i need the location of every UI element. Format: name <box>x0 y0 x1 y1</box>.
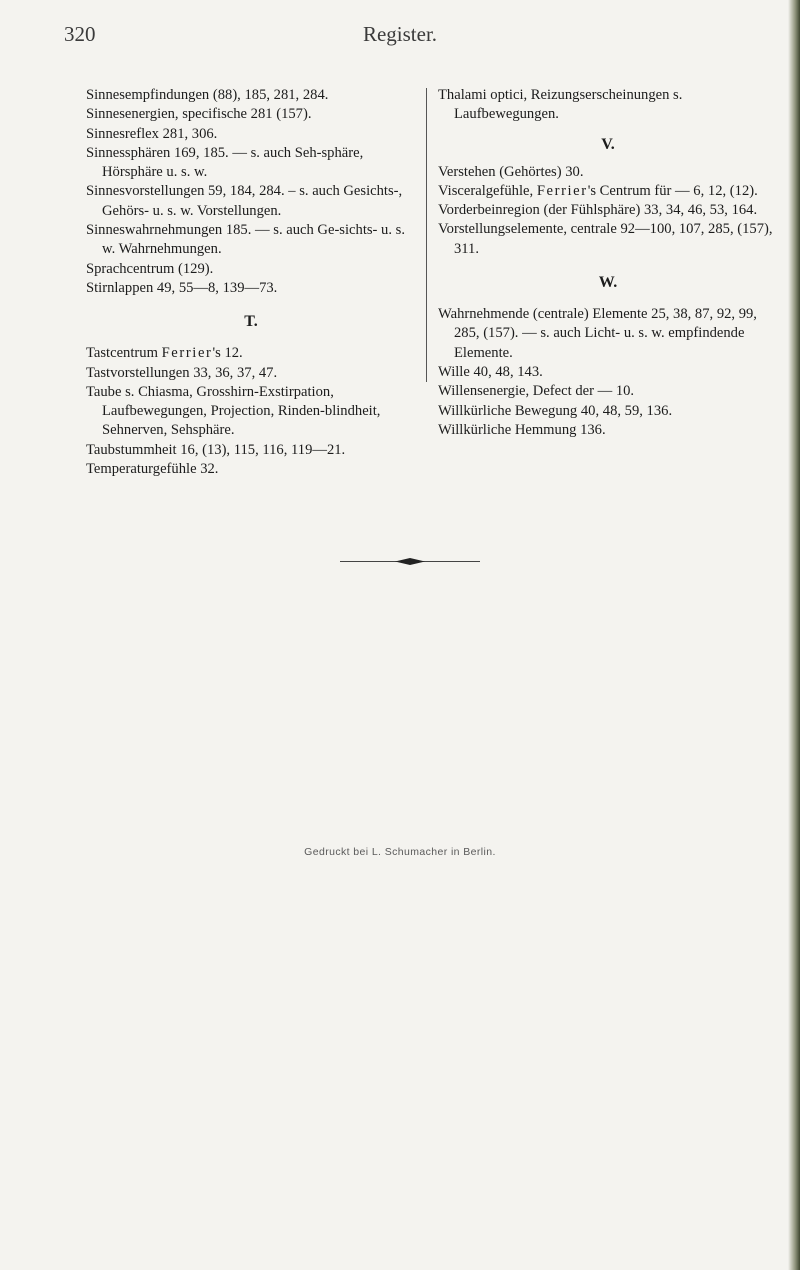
index-entry: Verstehen (Gehörtes) 30. <box>438 163 584 180</box>
ornament-diamond-icon <box>395 558 425 565</box>
index-entry: Temperaturgefühle 32. <box>86 461 219 478</box>
index-entry: Sinneswahrnehmungen 185. — s. auch Ge-sichts- u. s. w. Wahrnehmungen. <box>86 222 405 258</box>
index-entry: Wahrnehmende (centrale) Elemente 25, 38, 87, 92, 99, 285, (157). — s. auch Licht- u. s. w. empfindende Elemente. <box>438 306 757 361</box>
left-column <box>86 86 416 479</box>
index-entry: Sinnesreflex 281, 306. <box>86 125 218 142</box>
index-entry: Vorderbeinregion (der Fühlsphäre) 33, 34, 46, 53, 164. <box>438 202 758 219</box>
page-number: 320 <box>64 22 96 46</box>
section-letter-v: V. <box>601 135 615 153</box>
index-entry: Willkürliche Bewegung 40, 48, 59, 136. <box>438 402 673 419</box>
index-entry: Willensenergie, Defect der — 10. <box>438 383 635 400</box>
running-head: Register. <box>362 22 438 46</box>
index-entry: Visceralgefühle, Ferrier's Centrum für — 6, 12, (12). <box>438 182 758 199</box>
index-entry: Sinnessphären 169, 185. — s. auch Seh-sphäre, Hörsphäre u. s. w. <box>86 144 364 181</box>
section-letter-w: W. <box>598 274 618 292</box>
index-entry: Sinnesenergien, specifische 281 (157). <box>86 106 312 123</box>
right-column <box>438 86 778 440</box>
printer-imprint: Gedruckt bei L. Schumacher in Berlin. <box>304 846 496 858</box>
index-entry: Stirnlappen 49, 55—8, 139—73. <box>86 279 278 296</box>
index-entry: Wille 40, 48, 143. <box>438 363 543 380</box>
column-divider <box>426 88 427 382</box>
index-entry: Tastvorstellungen 33, 36, 37, 47. <box>86 364 278 381</box>
index-entry: Sinnesvorstellungen 59, 184, 284. – s. auch Gesichts-, Gehörs- u. s. w. Vorstellungen. <box>86 183 403 219</box>
index-entry: Sprachcentrum (129). <box>86 260 214 277</box>
index-entry: Vorstellungselemente, centrale 92—100, 107, 285, (157), 311. <box>438 221 773 257</box>
end-ornament <box>340 555 480 569</box>
index-entry: Taubstummheit 16, (13), 115, 116, 119—21. <box>86 441 346 458</box>
index-entry: Thalami optici, Reizungserscheinungen s. Laufbewegungen. <box>438 87 683 123</box>
index-entry: Willkürliche Hemmung 136. <box>438 421 606 438</box>
index-entry: Taube s. Chiasma, Grosshirn-Exstirpation, Laufbewegungen, Projection, Rinden-blindheit, Sehnerven, Sehsphäre. <box>86 383 381 439</box>
page-edge-shadow <box>788 0 800 1270</box>
section-letter-t: T. <box>244 313 258 331</box>
index-entry: Sinnesempfindungen (88), 185, 281, 284. <box>86 87 329 103</box>
index-entry: Tastcentrum Ferrier's 12. <box>86 345 243 362</box>
